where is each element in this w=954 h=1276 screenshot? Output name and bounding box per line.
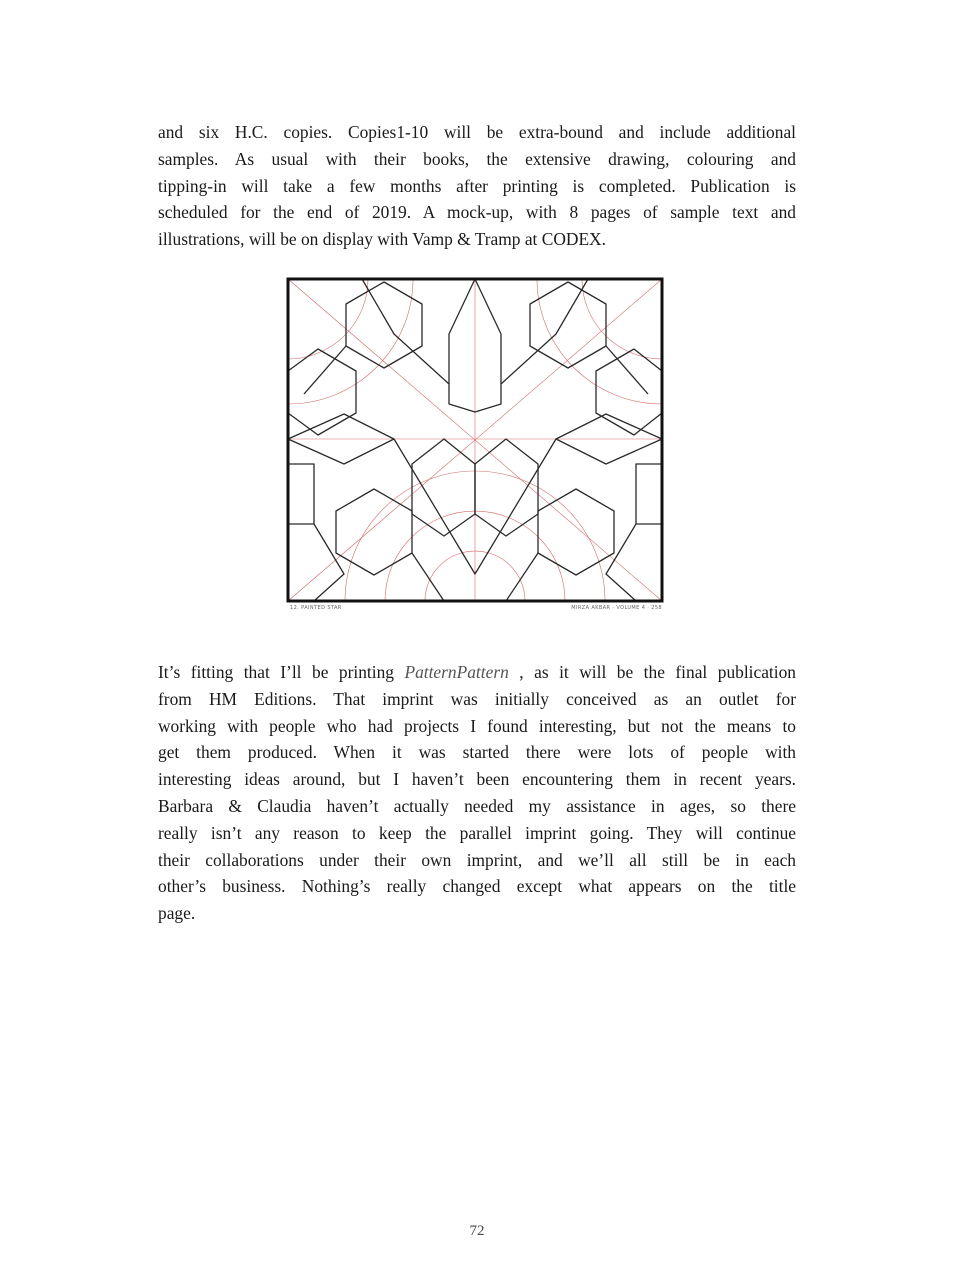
figure-caption-left: 12. PAINTED STAR xyxy=(290,605,342,611)
text-line: and six H.C. copies. Copies1-10 will be extra-bound and include additional xyxy=(158,122,796,142)
text-line: tipping-in will take a few months after printing is completed. Publication is xyxy=(158,175,796,196)
text-line: other’s business. Nothing’s really changed except what appears on the title xyxy=(158,876,796,897)
geometric-pattern-illustration xyxy=(284,274,668,614)
text-line: illustrations, will be on display with Vamp & Tramp at CODEX. xyxy=(158,229,606,250)
text-line: really isn’t any reason to keep the parallel imprint going. They will continue xyxy=(158,822,796,843)
paragraph-hm-editions xyxy=(158,659,796,927)
text-line: scheduled for the end of 2019. A mock-up, with 8 pages of sample text and xyxy=(158,202,796,223)
text-line: working with people who had projects I found interesting, but not the means to xyxy=(158,715,796,736)
figure-caption-right: MIRZA AKBAR · VOLUME 4 · 258 xyxy=(571,605,662,611)
text-fragment: , as it will be the final publication xyxy=(508,662,796,682)
paragraph-intro xyxy=(158,119,796,253)
text-line: samples. As usual with their books, the extensive drawing, colouring and xyxy=(158,148,796,169)
text-line: interesting ideas around, but I haven’t been encountering them in recent years. xyxy=(158,769,796,790)
text-line: page. xyxy=(158,903,196,924)
text-line xyxy=(158,659,796,686)
book-title: PatternPattern xyxy=(404,662,509,682)
text-line: Barbara & Claudia haven’t actually needed my assistance in ages, so there xyxy=(158,795,796,816)
text-line: get them produced. When it was started there were lots of people with xyxy=(158,742,796,763)
text-line: their collaborations under their own imprint, and we’ll all still be in each xyxy=(158,849,796,870)
text-fragment: It’s fitting that I’ll be printing xyxy=(158,662,405,682)
page-number: 72 xyxy=(469,1223,485,1239)
text-line: from HM Editions. That imprint was initially conceived as an outlet for xyxy=(158,688,796,709)
